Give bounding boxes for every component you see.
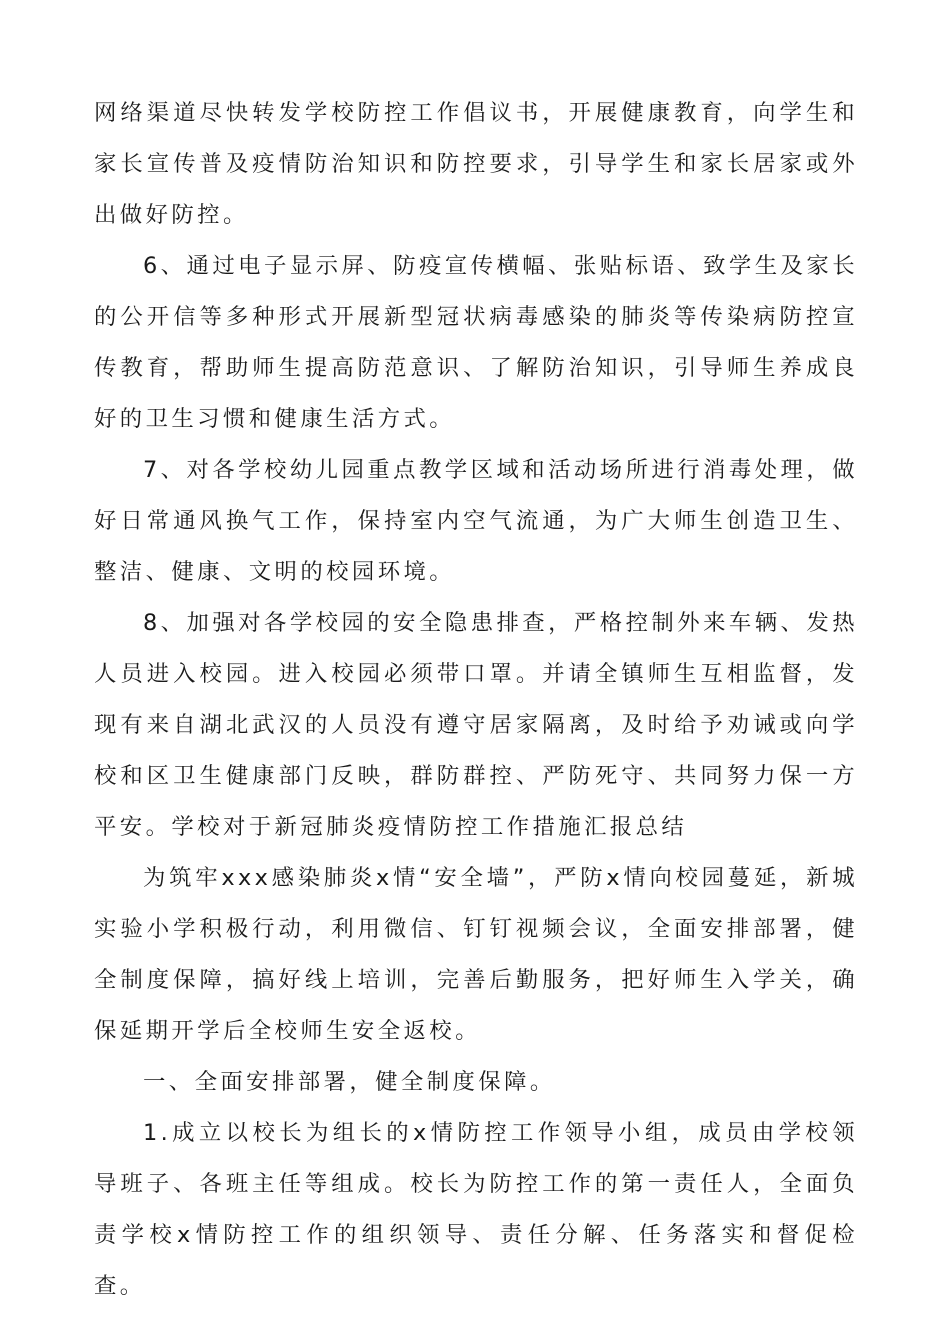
paragraph-summary-intro: 为筑牢xxx感染肺炎x情“安全墙”，严防x情向校园蔓延，新城实验小学积极行动，利用微信、钉钉视频会议，全面安排部署，健全制度保障，搞好线上培训，完善后勤服务，把好师生入学关，确保延期开学后全校师生安全返校。 <box>94 865 858 1044</box>
document-body <box>94 88 858 1312</box>
paragraph-outreach-continued: 网络渠道尽快转发学校防控工作倡议书，开展健康教育，向学生和家长宣传普及疫情防治知识和防控要求，引导学生和家长居家或外出做好防控。 <box>94 100 858 228</box>
paragraph-item-6: 6、通过电子显示屏、防疫宣传横幅、张贴标语、致学生及家长的公开信等多种形式开展新型冠状病毒感染的肺炎等传染病防控宣传教育，帮助师生提高防范意识、了解防治知识，引导师生养成良好的卫生习惯和健康生活方式。 <box>94 253 858 432</box>
section-heading-1: 一、全面安排部署，健全制度保障。 <box>143 1069 556 1095</box>
paragraph-item-7: 7、对各学校幼儿园重点教学区域和活动场所进行消毒处理，做好日常通风换气工作，保持室内空气流通，为广大师生创造卫生、整洁、健康、文明的校园环境。 <box>94 457 858 585</box>
paragraph-subitem-1: 1.成立以校长为组长的x情防控工作领导小组，成员由学校领导班子、各班主任等组成。校长为防控工作的第一责任人，全面负责学校x情防控工作的组织领导、责任分解、任务落实和督促检查。 <box>94 1120 858 1299</box>
paragraph-item-8: 8、加强对各学校园的安全隐患排查，严格控制外来车辆、发热人员进入校园。进入校园必须带口罩。并请全镇师生互相监督，发现有来自湖北武汉的人员没有遵守居家隔离，及时给予劝诫或向学校和区卫生健康部门反映，群防群控、严防死守、共同努力保一方平安。学校对于新冠肺炎疫情防控工作措施汇报总结 <box>94 610 858 840</box>
